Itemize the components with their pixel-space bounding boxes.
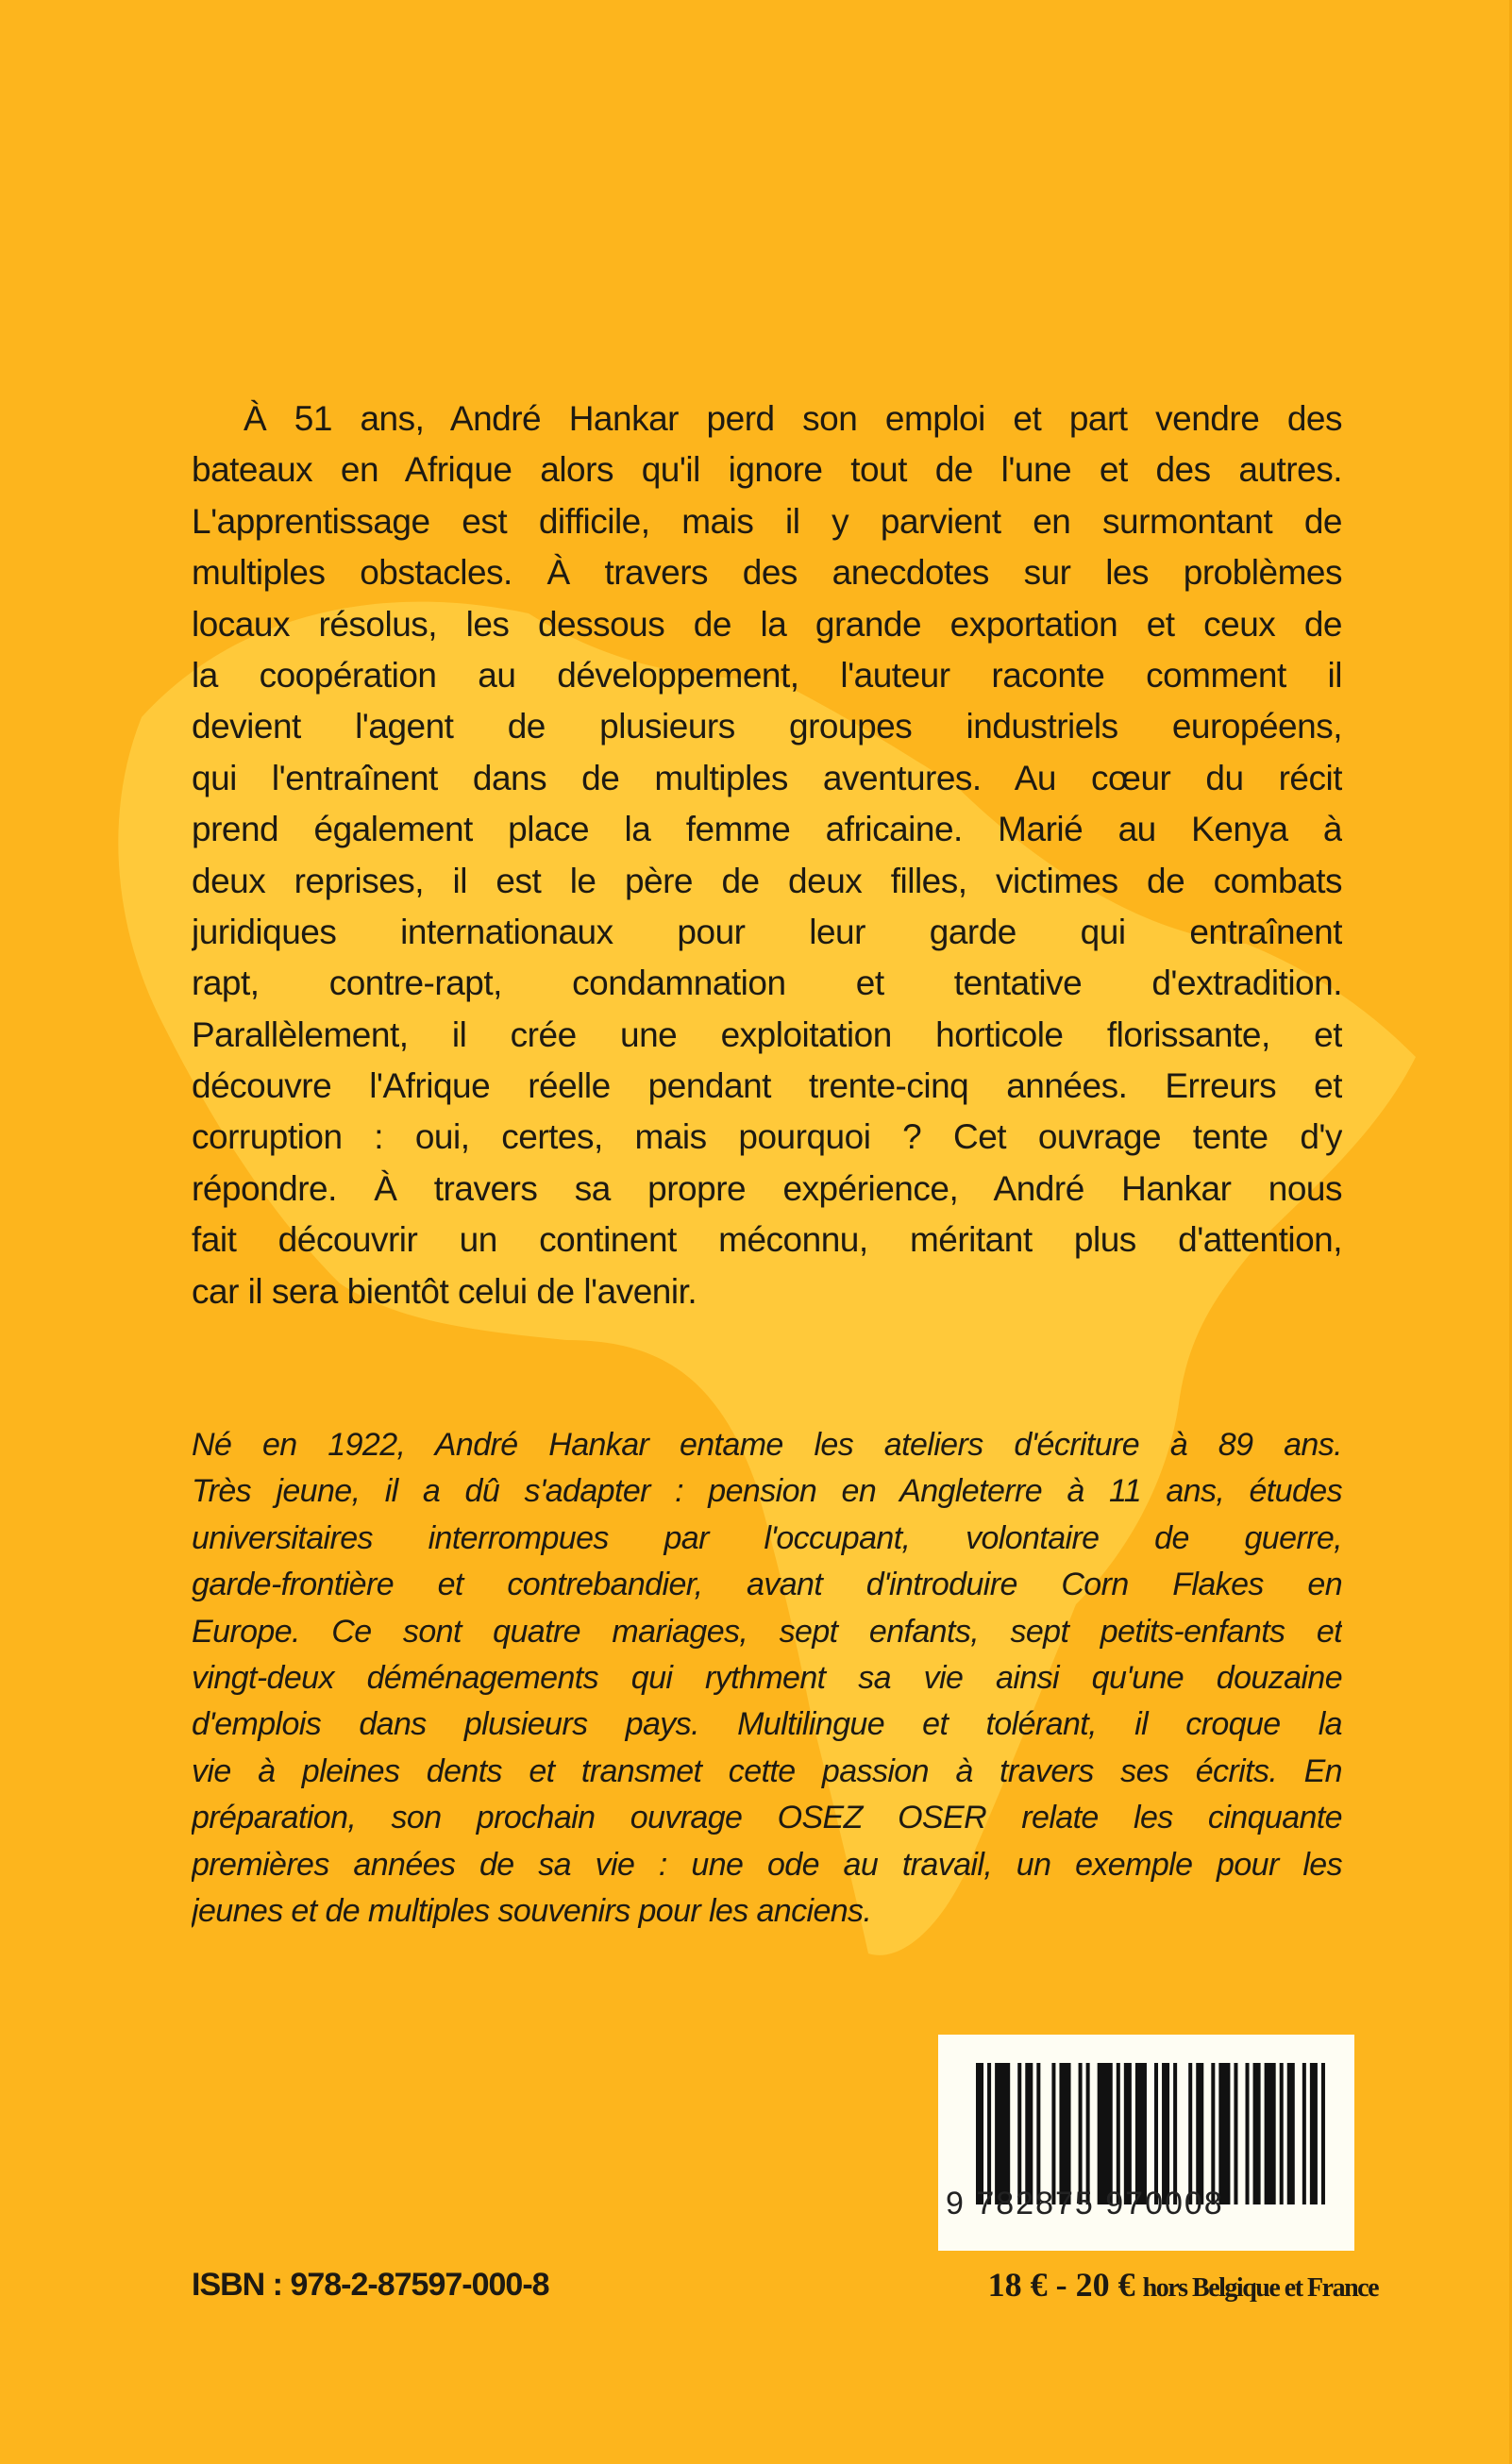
isbn: ISBN : 978-2-87597-000-8 bbox=[192, 2267, 549, 2303]
text-line: Parallèlement, il crée une exploitation horticole florissante, et bbox=[192, 1014, 1342, 1054]
barcode-bar bbox=[1280, 2063, 1284, 2204]
text-line: la coopération au développement, l'auteur raconte comment il bbox=[192, 655, 1342, 695]
barcode-bar bbox=[1218, 2063, 1230, 2204]
text-line: Europe. Ce sont quatre mariages, sept enfants, sept petits-enfants et bbox=[192, 1613, 1342, 1650]
text-line: vingt-deux déménagements qui rythment sa vie ainsi qu'une douzaine bbox=[192, 1659, 1342, 1696]
barcode-bar bbox=[1162, 2063, 1169, 2204]
text-line: rapt, contre-rapt, condamnation et tentative d'extradition. bbox=[192, 964, 1342, 1003]
book-summary bbox=[192, 394, 1342, 1317]
barcode-bars bbox=[976, 2063, 1333, 2204]
barcode bbox=[938, 2035, 1354, 2251]
text-line: prend également place la femme africaine. Marié au Kenya à bbox=[192, 810, 1342, 849]
barcode-bar bbox=[1188, 2063, 1192, 2204]
barcode-bar bbox=[1265, 2063, 1276, 2204]
text-line: découvre l'Afrique réelle pendant trente-cinq années. Erreurs et bbox=[192, 1066, 1342, 1106]
text-line: qui l'entraînent dans de multiples aventures. Au cœur du récit bbox=[192, 758, 1342, 797]
text-line: corruption : oui, certes, mais pourquoi ? Cet ouvrage tente d'y bbox=[192, 1117, 1342, 1157]
barcode-bar bbox=[1079, 2063, 1083, 2204]
text-line: préparation, son prochain ouvrage OSEZ OSER relate les cinquante bbox=[192, 1800, 1342, 1836]
text-line: multiples obstacles. À travers des anecdotes sur les problèmes bbox=[192, 553, 1342, 593]
barcode-bar bbox=[1287, 2063, 1295, 2204]
text-line: Né en 1922, André Hankar entame les ateliers d'écriture à 89 ans. bbox=[192, 1427, 1342, 1463]
text-line: À 51 ans, André Hankar perd son emploi et part vendre des bbox=[244, 399, 1342, 438]
price-note: hors Belgique et France bbox=[1142, 2273, 1378, 2303]
text-line: bateaux en Afrique alors qu'il ignore tout de l'une et des autres. bbox=[192, 450, 1342, 490]
barcode-bar bbox=[1059, 2063, 1070, 2204]
text-line: vie à pleines dents et transmet cette passion à travers ses écrits. En bbox=[192, 1752, 1342, 1789]
barcode-bar bbox=[1234, 2063, 1237, 2204]
barcode-bar bbox=[1196, 2063, 1203, 2204]
text-line: universitaires interrompues par l'occupant, volontaire de guerre, bbox=[192, 1519, 1342, 1556]
barcode-bar bbox=[976, 2063, 983, 2204]
text-line: car il sera bientôt celui de l'avenir. bbox=[192, 1271, 697, 1311]
barcode-bar bbox=[1154, 2063, 1158, 2204]
text-line: locaux résolus, les dessous de la grande exportation et ceux de bbox=[192, 604, 1342, 644]
text-line: fait découvrir un continent méconnu, méritant plus d'attention, bbox=[192, 1220, 1342, 1260]
text-line: devient l'agent de plusieurs groupes industriels européens, bbox=[192, 707, 1342, 746]
text-line: juridiques internationaux pour leur garde qui entraînent bbox=[192, 912, 1342, 951]
text-line: d'emplois dans plusieurs pays. Multilingue et tolérant, il croque la bbox=[192, 1706, 1342, 1743]
text-line: jeunes et de multiples souvenirs pour les anciens. bbox=[192, 1892, 872, 1929]
barcode-bar bbox=[1086, 2063, 1090, 2204]
barcode-bar bbox=[1173, 2063, 1177, 2204]
barcode-bar bbox=[987, 2063, 991, 2204]
barcode-bar bbox=[1135, 2063, 1147, 2204]
text-line: garde-frontière et contrebandier, avant d'introduire Corn Flakes en bbox=[192, 1567, 1342, 1603]
barcode-bar bbox=[1253, 2063, 1261, 2204]
text-line: L'apprentissage est difficile, mais il y parvient en surmontant de bbox=[192, 501, 1342, 541]
text-line: premières années de sa vie : une ode au travail, un exemple pour les bbox=[192, 1846, 1342, 1883]
price bbox=[988, 2265, 1378, 2305]
barcode-bar bbox=[1117, 2063, 1120, 2204]
barcode-digits: 9 782875 970008 bbox=[946, 2186, 1224, 2221]
barcode-bar bbox=[1310, 2063, 1318, 2204]
price-amount: 18 € - 20 € bbox=[987, 2266, 1135, 2304]
barcode-bar bbox=[1302, 2063, 1306, 2204]
barcode-bar bbox=[1025, 2063, 1033, 2204]
text-line: deux reprises, il est le père de deux filles, victimes de combats bbox=[192, 861, 1342, 900]
barcode-bar bbox=[1017, 2063, 1021, 2204]
barcode-bar bbox=[1098, 2063, 1113, 2204]
text-line: Très jeune, il a dû s'adapter : pension en Angleterre à 11 ans, études bbox=[192, 1473, 1342, 1510]
barcode-bar bbox=[1124, 2063, 1132, 2204]
barcode-bar bbox=[1211, 2063, 1215, 2204]
barcode-bar bbox=[1036, 2063, 1040, 2204]
author-biography bbox=[192, 1422, 1342, 1935]
barcode-bar bbox=[1321, 2063, 1325, 2204]
barcode-bar bbox=[1246, 2063, 1250, 2204]
barcode-bar bbox=[995, 2063, 1010, 2204]
text-line: répondre. À travers sa propre expérience, André Hankar nous bbox=[192, 1168, 1342, 1208]
barcode-bar bbox=[1051, 2063, 1055, 2204]
